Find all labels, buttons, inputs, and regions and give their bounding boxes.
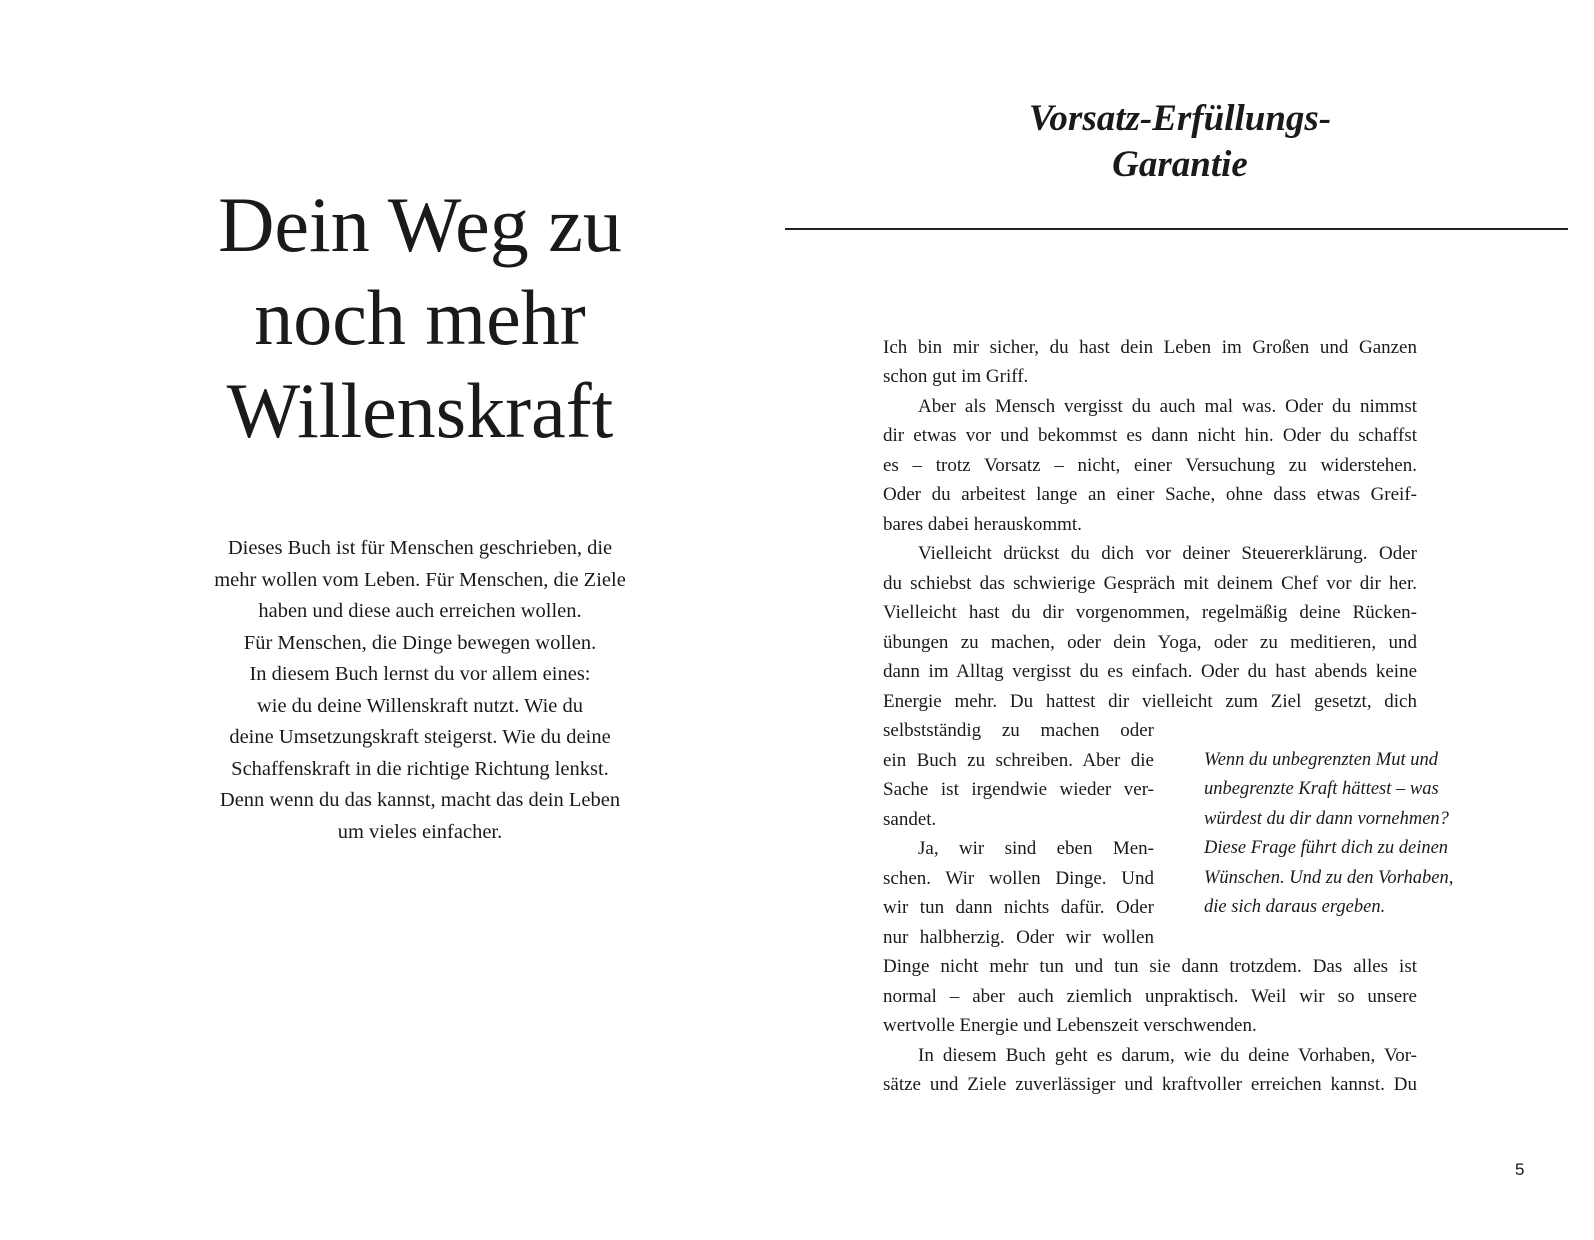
pull-quote-line: Wenn du unbegrenzten Mut und — [1204, 750, 1438, 770]
body-line: schen. Wir wollen Dinge. Und — [883, 867, 1154, 889]
body-line: Oder du arbeitest lange an einer Sache, ohne dass etwas Greif- — [883, 484, 1417, 506]
pull-quote — [1204, 746, 1453, 922]
body-line: Vielleicht drückst du dich vor deiner Steuererklärung. Oder — [918, 543, 1417, 565]
body-line: dann im Alltag vergisst du es einfach. Oder du hast abends keine — [883, 661, 1417, 683]
body-line: sandet. — [883, 808, 937, 830]
body-line: Aber als Mensch vergisst du auch mal was. Oder du nimmst — [918, 395, 1417, 417]
intro-line: deine Umsetzungskraft steigerst. Wie du deine — [229, 726, 611, 748]
chapter-title-line: Garantie — [1112, 144, 1248, 185]
intro-line: In diesem Buch lernst du vor allem eines: — [249, 663, 591, 685]
body-line: wir tun dann nichts dafür. Oder — [883, 897, 1154, 919]
body-line: wertvolle Energie und Lebenszeit verschwenden. — [883, 1015, 1257, 1037]
intro-text — [120, 533, 720, 848]
intro-line: mehr wollen vom Leben. Für Menschen, die Ziele — [214, 568, 626, 591]
body-line: Dinge nicht mehr tun und tun sie dann trotzdem. Das alles ist — [883, 956, 1417, 978]
body-line: bares dabei herauskommt. — [883, 513, 1082, 535]
body-line: nur halbherzig. Oder wir wollen — [883, 926, 1154, 948]
body-line: ein Buch zu schreiben. Aber die — [883, 749, 1154, 771]
intro-line: Für Menschen, die Dinge bewegen wollen. — [243, 631, 597, 654]
body-line: Ich bin mir sicher, du hast dein Leben im Großen und Ganzen — [883, 337, 1417, 358]
body-line: sätze und Ziele zuverlässiger und kraftvoller erreichen kannst. Du — [883, 1074, 1417, 1095]
body-line: es – trotz Vorsatz – nicht, einer Versuchung zu widerstehen. — [883, 454, 1417, 476]
title-line: Dein Weg zu — [218, 181, 622, 268]
intro-line: Denn wenn du das kannst, macht das dein Leben — [219, 789, 621, 811]
body-line: Vielleicht hast du dir vorgenommen, regelmäßig deine Rücken- — [883, 602, 1417, 624]
chapter-divider — [785, 228, 1568, 230]
body-line: Sache ist irgendwie wieder ver- — [883, 779, 1154, 801]
chapter-title-line: Vorsatz-Erfüllungs- — [1028, 98, 1332, 139]
title-line: noch mehr — [254, 274, 586, 361]
body-line: schon gut im Griff. — [883, 366, 1029, 388]
body-line: du schiebst das schwierige Gespräch mit deinem Chef vor dir her. — [883, 572, 1417, 594]
body-line: übungen zu machen, oder dein Yoga, oder zu meditieren, und — [883, 631, 1417, 653]
body-line: In diesem Buch geht es darum, wie du deine Vorhaben, Vor- — [918, 1044, 1417, 1066]
pull-quote-line: würdest du dir dann vornehmen? — [1204, 808, 1449, 829]
intro-line: Dieses Buch ist für Menschen geschrieben, die — [227, 537, 613, 559]
pull-quote-line: die sich daraus ergeben. — [1204, 897, 1386, 918]
intro-line: wie du deine Willenskraft nutzt. Wie du — [256, 694, 584, 717]
intro-line: haben und diese auch erreichen wollen. — [258, 600, 582, 622]
pull-quote-line: Diese Frage führt dich zu deinen — [1204, 838, 1449, 859]
pull-quote-line: Wünschen. Und zu den Vorhaben, — [1204, 867, 1454, 888]
chapter-title — [880, 96, 1480, 188]
body-line: selbstständig zu machen oder — [883, 720, 1154, 742]
book-title — [120, 178, 720, 457]
body-line: normal – aber auch ziemlich unpraktisch. Weil wir so unsere — [883, 985, 1417, 1007]
body-line: dir etwas vor und bekommst es dann nicht hin. Oder du schaffst — [883, 425, 1417, 447]
body-line: Ja, wir sind eben Men- — [918, 838, 1154, 860]
pull-quote-line: unbegrenzte Kraft hättest – was — [1204, 779, 1439, 800]
title-line: Willenskraft — [226, 367, 614, 454]
intro-line: um vieles einfacher. — [337, 820, 503, 843]
page-number: 5 — [1515, 1160, 1525, 1179]
intro-line: Schaffenskraft in die richtige Richtung lenkst. — [231, 757, 609, 780]
body-line: Energie mehr. Du hattest dir vielleicht zum Ziel gesetzt, dich — [883, 690, 1417, 712]
